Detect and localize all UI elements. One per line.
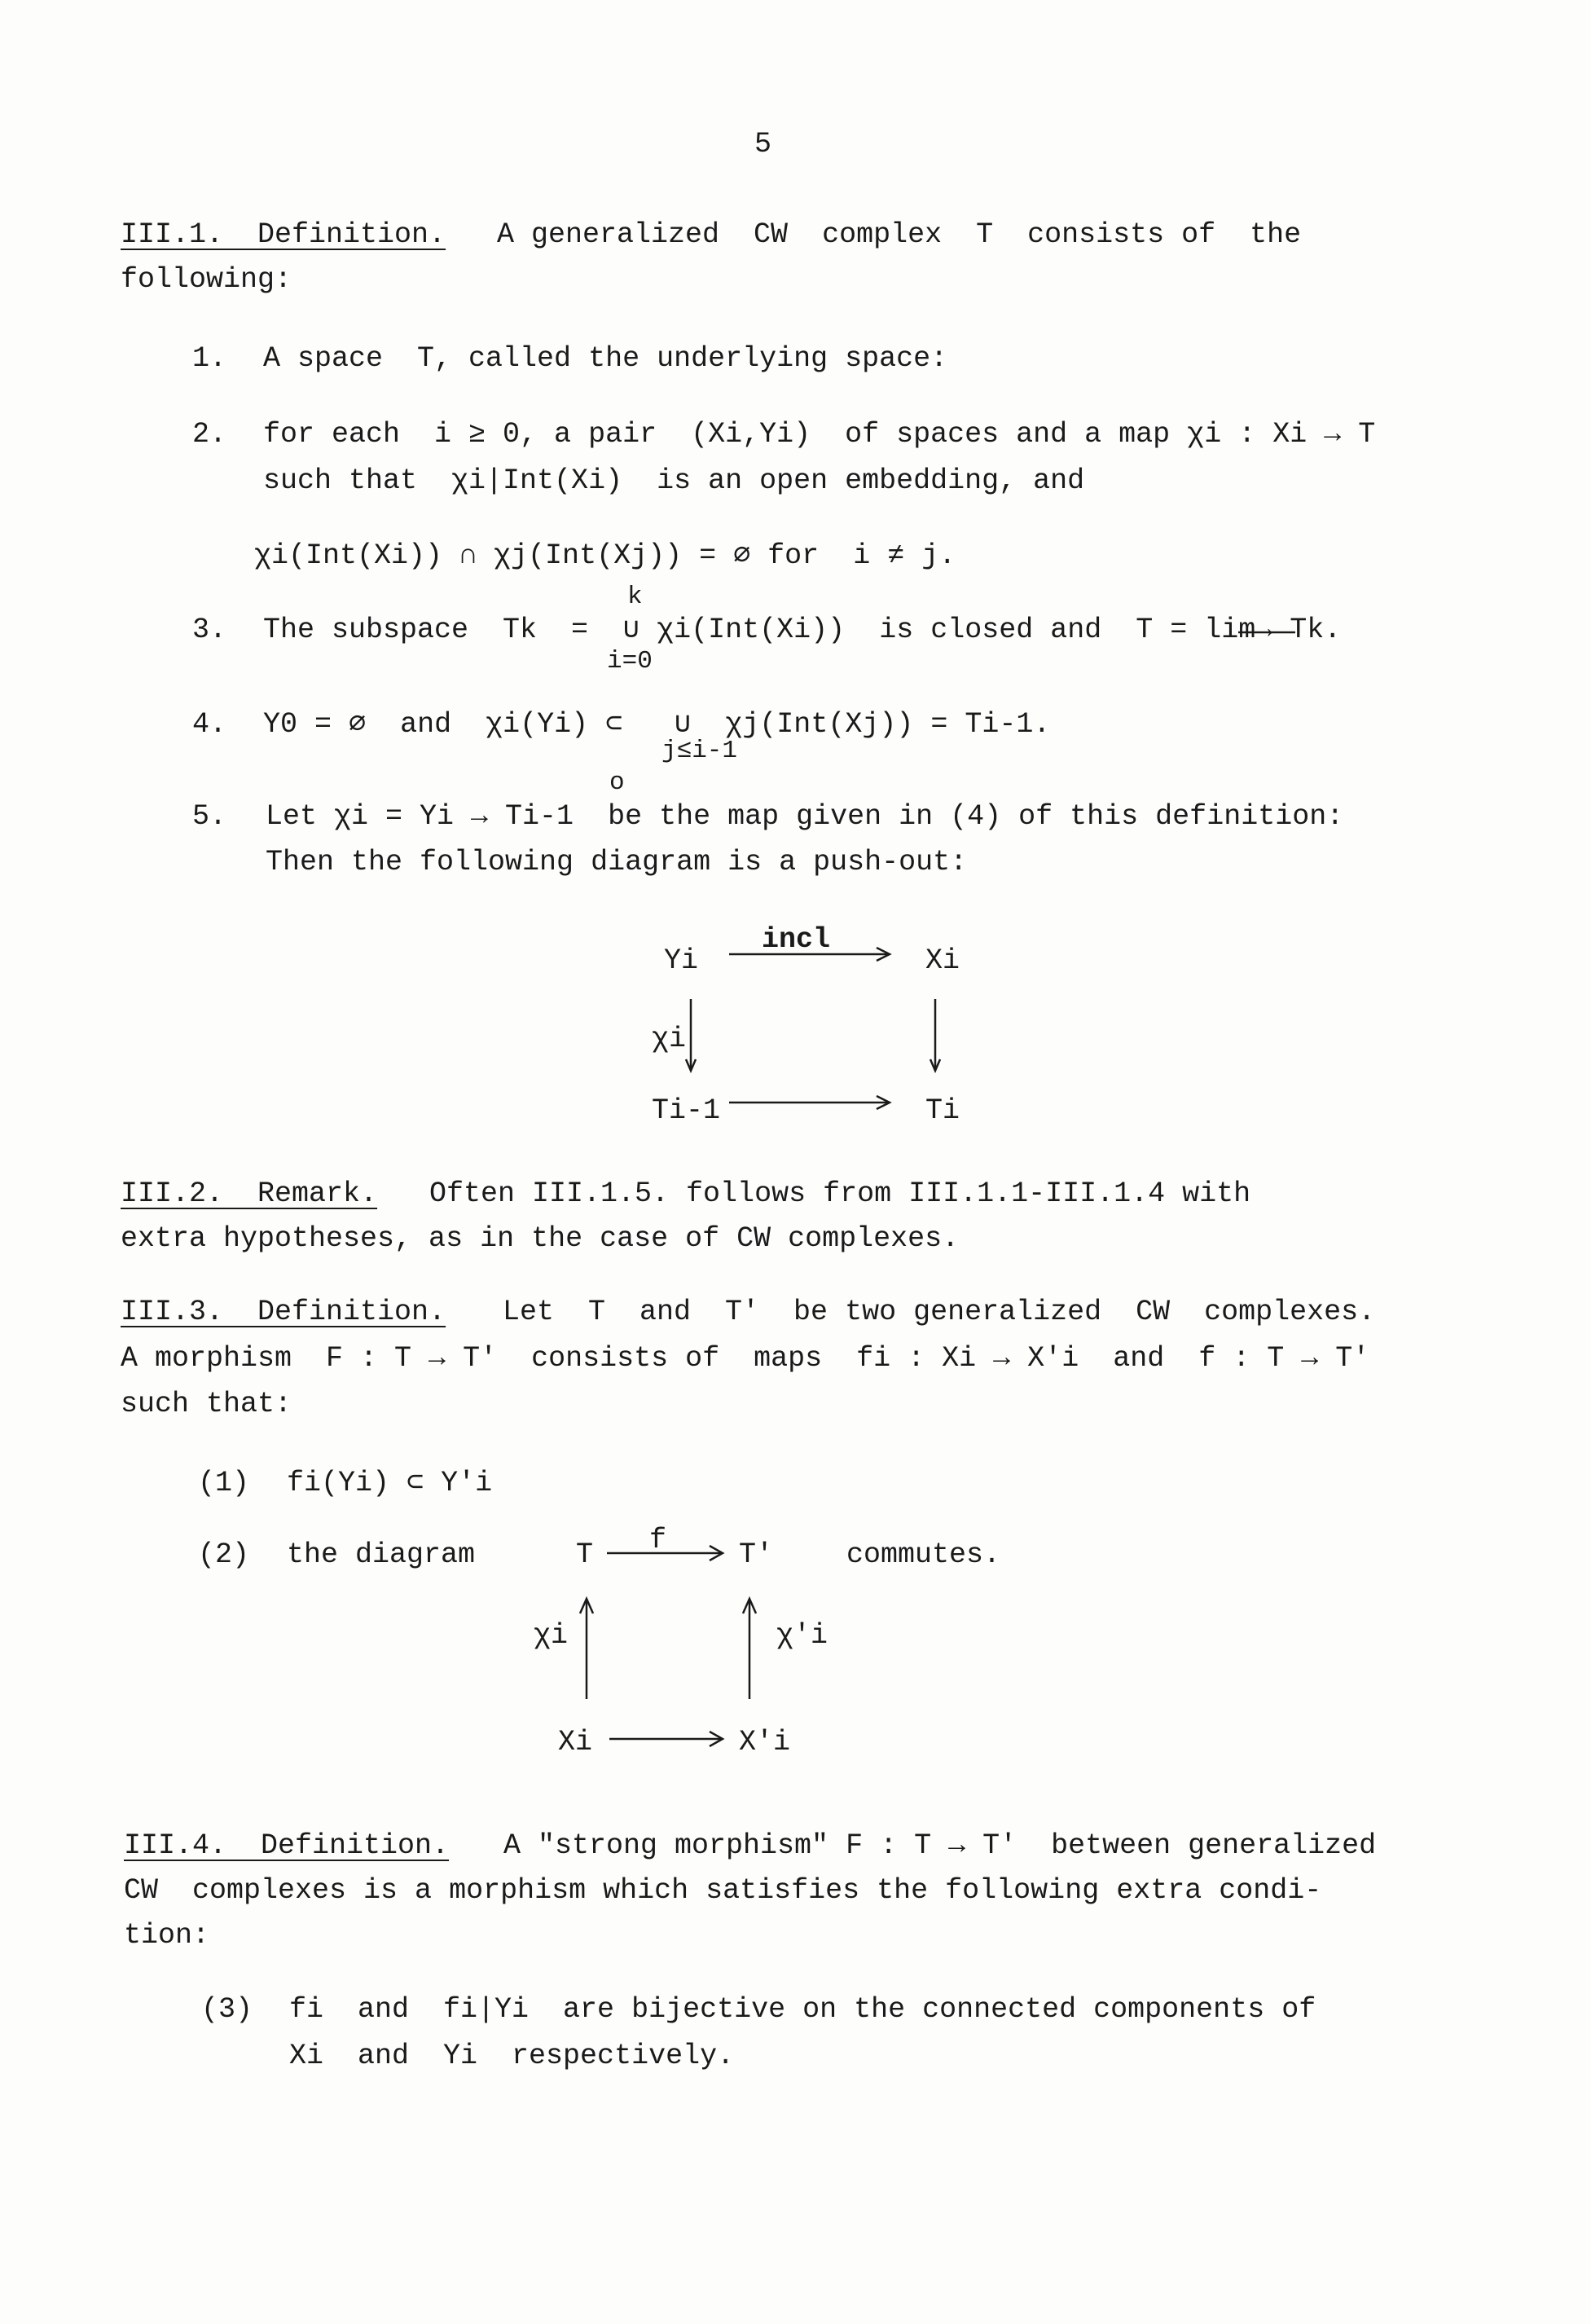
def1-item1-num: 1. bbox=[192, 342, 227, 375]
d1-top-arrow-label: incl bbox=[762, 923, 831, 956]
d2-right-arrow-label: χ'i bbox=[776, 1619, 828, 1652]
d2-top-right: T' bbox=[739, 1538, 774, 1571]
def1-item5-line2: Then the following diagram is a push-out: bbox=[266, 846, 968, 878]
def1-item5-dot: o bbox=[609, 768, 625, 797]
def1-item2-line2: such that χi|Int(Xi) is an open embedding, and bbox=[263, 464, 1085, 497]
def1-item5-line1: Let χi = Yi → Ti-1 be the map given in (4) of this definition: bbox=[266, 800, 1344, 833]
def1-item3-line: The subspace Tk = ∪ χi(Int(Xi)) is closed and T = lim→ Tk. bbox=[263, 614, 1342, 646]
d1-left-arrow-label: χi bbox=[652, 1023, 687, 1055]
def3-cond1-num: (1) bbox=[198, 1467, 250, 1499]
d1-bottom-left: Ti-1 bbox=[652, 1094, 721, 1127]
def3-cond2-text: the diagram bbox=[287, 1538, 476, 1571]
def1-item3-num: 3. bbox=[192, 614, 227, 646]
d2-top-left: T bbox=[576, 1538, 594, 1571]
d2-bottom-right: X'i bbox=[739, 1726, 791, 1758]
def1-line2: following: bbox=[121, 263, 292, 296]
def4-line3: tion: bbox=[124, 1919, 210, 1952]
def4-line2: CW complexes is a morphism which satisfies the following extra condi- bbox=[124, 1874, 1322, 1907]
def1-item2-line1: for each i ≥ 0, a pair (Xi,Yi) of spaces and a map χi : Xi → T bbox=[263, 418, 1376, 451]
def1-item3-upper: k bbox=[627, 583, 643, 611]
d2-left-arrow-label: χi bbox=[534, 1619, 569, 1652]
def1-heading: III.1. Definition. bbox=[121, 218, 446, 251]
def3-heading: III.3. Definition. bbox=[121, 1296, 446, 1328]
remark2-line1: Often III.1.5. follows from III.1.1-III.1.4 with bbox=[429, 1177, 1251, 1210]
def4-line1: A "strong morphism" F : T → T' between generalized bbox=[503, 1829, 1377, 1862]
def3-cond2-after: commutes. bbox=[846, 1538, 1001, 1571]
d1-top-left: Yi bbox=[664, 944, 699, 977]
def1-item2-line3: χi(Int(Xi)) ∩ χj(Int(Xj)) = ∅ for i ≠ j. bbox=[254, 539, 956, 572]
def1-item1-text: A space T, called the underlying space: bbox=[263, 342, 948, 375]
d1-bottom-right: Ti bbox=[925, 1094, 960, 1127]
d1-top-right: Xi bbox=[925, 944, 960, 977]
remark2-heading: III.2. Remark. bbox=[121, 1177, 378, 1210]
def4-cond3-line2: Xi and Yi respectively. bbox=[289, 2040, 735, 2072]
remark2-line2: extra hypotheses, as in the case of CW complexes. bbox=[121, 1222, 960, 1255]
def3-line1: Let T and T' be two generalized CW complexes. bbox=[503, 1296, 1376, 1328]
d2-bottom-left: Xi bbox=[558, 1726, 593, 1758]
def1-item4-num: 4. bbox=[192, 708, 227, 741]
d2-top-arrow-label: f bbox=[649, 1524, 667, 1556]
def1-item2-num: 2. bbox=[192, 418, 227, 451]
def1-item3-lower: i=0 bbox=[607, 647, 653, 676]
page-number: 5 bbox=[754, 128, 772, 161]
def4-cond3-line1: fi and fi|Yi are bijective on the connected components of bbox=[289, 1993, 1316, 2026]
def3-cond2-num: (2) bbox=[198, 1538, 250, 1571]
def1-item4-line: Y0 = ∅ and χi(Yi) ⊂ ∪ χj(Int(Xj)) = Ti-1. bbox=[263, 708, 1051, 741]
def1-item4-lower: j≤i-1 bbox=[661, 737, 738, 765]
def4-heading: III.4. Definition. bbox=[124, 1829, 450, 1862]
def1-item5-num: 5. bbox=[192, 800, 227, 833]
def3-cond1-text: fi(Yi) ⊂ Y'i bbox=[287, 1467, 493, 1499]
def3-line3: such that: bbox=[121, 1388, 292, 1420]
def4-cond3-num: (3) bbox=[201, 1993, 253, 2026]
def3-line2: A morphism F : T → T' consists of maps fi : Xi → X'i and f : T → T' bbox=[121, 1342, 1370, 1375]
def1-line1: A generalized CW complex T consists of the bbox=[497, 218, 1302, 251]
